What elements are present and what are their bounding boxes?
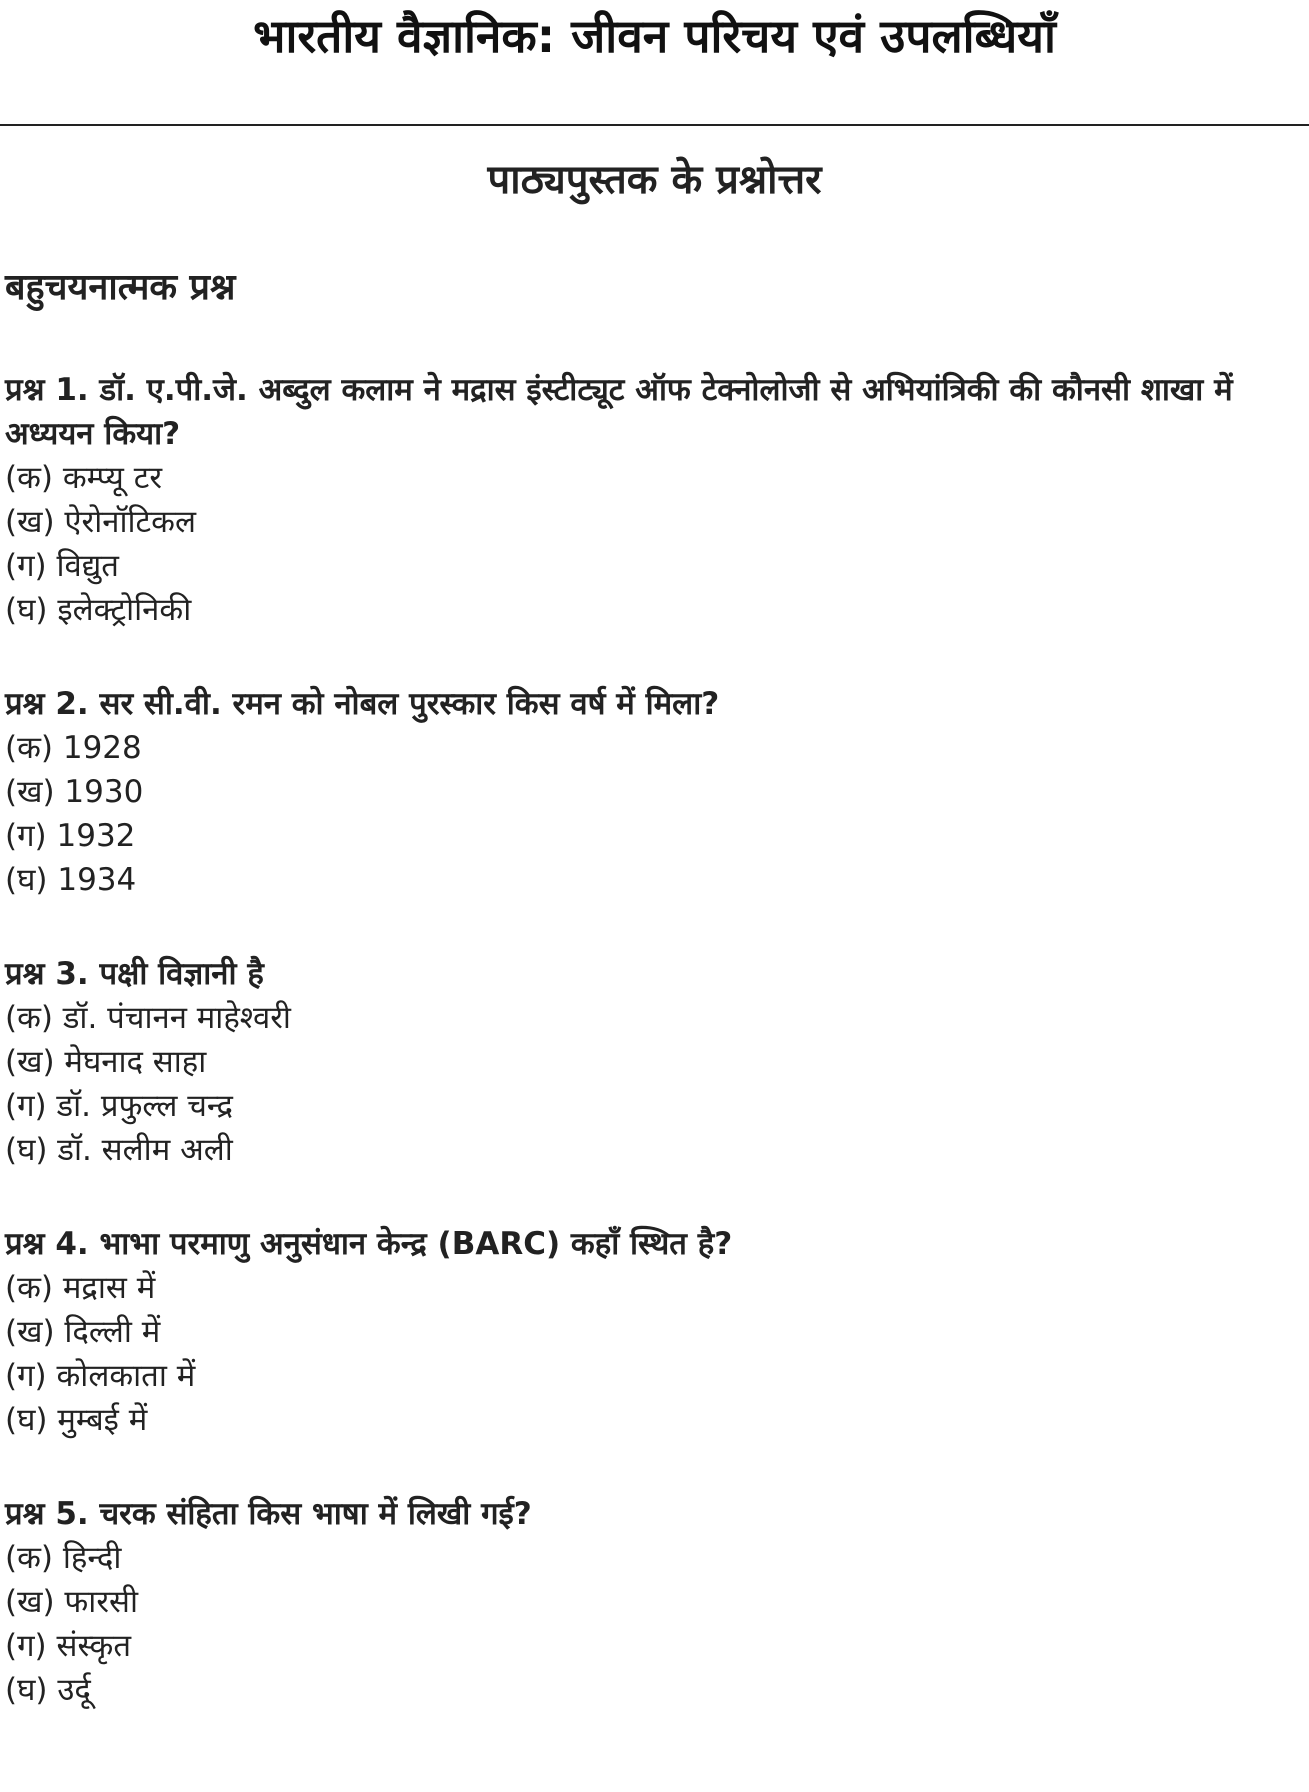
option-kha: (ख) मेघनाद साहा — [5, 1044, 207, 1080]
title-divider — [0, 124, 1309, 126]
option-gha: (घ) मुम्बई में — [5, 1402, 148, 1438]
page-title: भारतीय वैज्ञानिक: जीवन परिचय एवं उपलब्धियाँ — [253, 9, 1056, 63]
question-text: प्रश्न 3. पक्षी विज्ञानी है — [5, 956, 264, 992]
option-ka: (क) डॉ. पंचानन माहेश्वरी — [5, 1000, 291, 1036]
option-ka: (क) कम्प्यू टर — [5, 460, 163, 496]
option-kha: (ख) दिल्ली में — [5, 1314, 161, 1350]
question-5 — [5, 1492, 1295, 1712]
question-text: प्रश्न 5. चरक संहिता किस भाषा में लिखी गई? — [5, 1496, 532, 1532]
option-ga: (ग) 1932 — [5, 818, 136, 854]
question-text: प्रश्न 1. डॉ. ए.पी.जे. अब्दुल कलाम ने मद्रास इंस्टीट्यूट ऑफ टेक्नोलोजी से अभियांत्रिकी की कौनसी शाखा में अध्ययन किया? — [5, 372, 1233, 452]
question-3 — [5, 952, 1295, 1172]
option-kha: (ख) फारसी — [5, 1584, 138, 1620]
option-ka: (क) हिन्दी — [5, 1540, 122, 1576]
option-ga: (ग) डॉ. प्रफुल्ल चन्द्र — [5, 1088, 233, 1124]
question-4 — [5, 1222, 1295, 1442]
option-kha: (ख) ऐरोनॉटिकल — [5, 504, 196, 540]
option-ga: (ग) विद्युत — [5, 548, 119, 584]
option-gha: (घ) डॉ. सलीम अली — [5, 1132, 233, 1168]
mcq-heading: बहुचयनात्मक प्रश्न — [5, 267, 236, 308]
option-ga: (ग) संस्कृत — [5, 1628, 131, 1664]
question-list — [5, 368, 1295, 1762]
option-ka: (क) मद्रास में — [5, 1270, 156, 1306]
option-ka: (क) 1928 — [5, 730, 142, 766]
option-gha: (घ) उर्दू — [5, 1672, 91, 1708]
question-text: प्रश्न 2. सर सी.वी. रमन को नोबल पुरस्कार किस वर्ष में मिला? — [5, 686, 720, 722]
option-gha: (घ) इलेक्ट्रोनिकी — [5, 592, 192, 628]
question-text: प्रश्न 4. भाभा परमाणु अनुसंधान केन्द्र (BARC) कहाँ स्थित है? — [5, 1226, 733, 1262]
question-2 — [5, 682, 1295, 902]
question-1 — [5, 368, 1295, 632]
option-kha: (ख) 1930 — [5, 774, 144, 810]
section-title: पाठ्यपुस्तक के प्रश्नोत्तर — [487, 157, 822, 203]
option-ga: (ग) कोलकाता में — [5, 1358, 196, 1394]
option-gha: (घ) 1934 — [5, 862, 137, 898]
